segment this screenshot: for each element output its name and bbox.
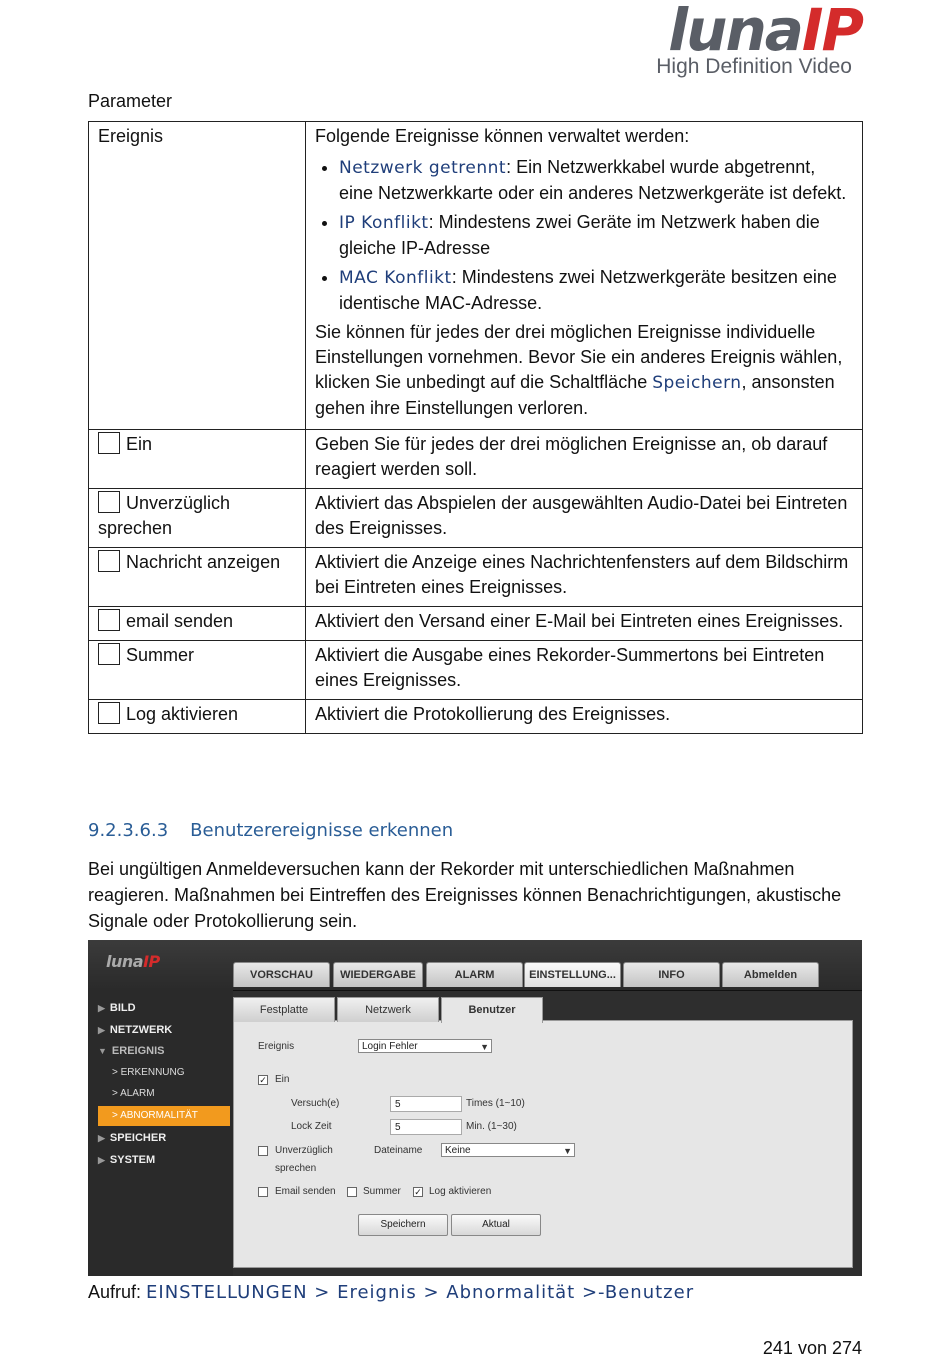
- logo-wordmark: lunaIP: [668, 0, 862, 64]
- table-row: [89, 548, 863, 607]
- row-desc: Aktiviert die Protokollierung des Ereignisses.: [306, 700, 863, 734]
- log-label: Log aktivieren: [429, 1186, 492, 1197]
- table-cell-desc: [306, 122, 863, 430]
- checkbox-icon: [98, 432, 120, 454]
- table-row: [89, 641, 863, 700]
- parameter-table: [88, 121, 863, 734]
- list-item: [339, 155, 853, 206]
- parameter-heading: Parameter: [88, 91, 173, 111]
- sidebar-item-system[interactable]: [98, 1154, 155, 1166]
- dateiname-select-value: Keine: [445, 1145, 471, 1156]
- versuch-input[interactable]: 5: [390, 1096, 462, 1112]
- caption-prefix: Aufruf:: [88, 1282, 147, 1302]
- save-button[interactable]: Speichern: [358, 1214, 448, 1236]
- sidebar-item-netzwerk[interactable]: [98, 1024, 172, 1036]
- ereignis-label: Ereignis: [98, 126, 164, 146]
- section-number: 9.2.3.6.3: [88, 820, 169, 841]
- versuch-label: Versuch(e): [291, 1098, 340, 1109]
- event-name: MAC Konflikt: [339, 268, 452, 288]
- tab-einstellung[interactable]: EINSTELLUNG...: [524, 962, 621, 987]
- table-row: [89, 430, 863, 489]
- sidebar-item-label: ABNORMALITÄT: [120, 1110, 198, 1121]
- table-cell-label: [89, 700, 306, 734]
- screenshot-logo: lunaIP: [106, 952, 160, 971]
- table-row: [89, 122, 863, 430]
- summer-checkbox[interactable]: [347, 1187, 357, 1197]
- sidebar-item-label: ALARM: [120, 1088, 155, 1099]
- caption: [88, 1282, 694, 1303]
- row-label: Nachricht anzeigen: [126, 552, 281, 572]
- logo-tagline: High Definition Video: [656, 55, 852, 78]
- tab-wiedergabe[interactable]: WIEDERGABE: [333, 962, 423, 987]
- table-cell-label: [89, 607, 306, 641]
- sidebar-item-label: NETZWERK: [109, 1024, 173, 1036]
- sprechen-label: Unverzüglich: [275, 1145, 333, 1156]
- row-desc: Aktiviert den Versand einer E-Mail bei Eintreten eines Ereignisses.: [306, 607, 863, 641]
- lockzeit-input[interactable]: 5: [390, 1119, 462, 1135]
- ereignis-select-value: Login Fehler: [362, 1041, 418, 1052]
- outro-text: Sie können für jedes der drei möglichen Ereignisse individuelle Einstellungen vornehmen. Bevor Sie ein anderes Ereignis wählen, klicken Sie unbedingt auf die Schaltfläche: [315, 322, 843, 392]
- row-label: Ein: [126, 434, 153, 454]
- intro-paragraph: Bei ungültigen Anmeldeversuchen kann der Rekorder mit unterschiedlichen Maßnahmen reagieren. Maßnahmen bei Eintreffen des Ereignisses können Benachrichtigungen, akustische Signale oder Protokollierung sein.: [88, 859, 842, 931]
- log-checkbox[interactable]: ✓: [414, 1187, 422, 1197]
- sidebar-item-speicher[interactable]: [98, 1132, 166, 1144]
- table-row: [89, 700, 863, 734]
- table-cell-label: [89, 430, 306, 489]
- ereignis-label: Ereignis: [258, 1041, 295, 1052]
- chevron-right-icon: ▶: [98, 1003, 105, 1013]
- dateiname-label: Dateiname: [374, 1145, 423, 1156]
- dateiname-select[interactable]: [441, 1143, 575, 1157]
- tab-vorschau[interactable]: VORSCHAU: [233, 962, 330, 987]
- chevron-down-icon: ▼: [563, 1146, 572, 1156]
- row-desc: Aktiviert das Abspielen der ausgewählten Audio-Datei bei Eintreten des Ereignisses.: [306, 489, 863, 548]
- row-label: email senden: [126, 611, 234, 631]
- row-desc: Aktiviert die Ausgabe eines Rekorder-Summertons bei Eintreten eines Ereignisses.: [306, 641, 863, 700]
- sprechen-checkbox[interactable]: [258, 1146, 268, 1156]
- tab-alarm[interactable]: ALARM: [426, 962, 523, 987]
- row-label: Summer: [126, 645, 195, 665]
- table-row: [89, 489, 863, 548]
- event-desc: : Ein Netzwerkkabel wurde abgetrennt, eine Netzwerkkarte oder ein anderes Netzwerkgeräte ist defekt.: [339, 157, 847, 203]
- event-name: IP Konflikt: [339, 213, 429, 233]
- chevron-right-icon: >: [112, 1067, 121, 1078]
- sidebar-item-label: SYSTEM: [109, 1154, 156, 1166]
- chevron-right-icon: ▶: [98, 1155, 105, 1165]
- sprechen-label-line2: sprechen: [275, 1163, 317, 1174]
- caption-path: EINSTELLUNGEN > Ereignis > Abnormalität >-Benutzer: [146, 1282, 695, 1303]
- table-cell-label: [89, 489, 306, 548]
- chevron-right-icon: ▶: [98, 1025, 105, 1035]
- checkbox-icon: [98, 643, 120, 665]
- subtab-benutzer[interactable]: Benutzer: [441, 997, 543, 1023]
- tab-abmelden[interactable]: Abmelden: [722, 962, 819, 987]
- checkbox-icon: [98, 702, 120, 724]
- section-heading: [88, 820, 453, 841]
- table-cell-label: [89, 548, 306, 607]
- subtab-festplatte[interactable]: Festplatte: [233, 997, 335, 1022]
- ereignis-select[interactable]: [358, 1039, 492, 1053]
- settings-screenshot: [88, 940, 862, 1276]
- speichern-reference: Speichern: [652, 373, 742, 393]
- ein-label: Ein: [275, 1074, 290, 1085]
- chevron-right-icon: ▶: [98, 1133, 105, 1143]
- row-desc: Geben Sie für jedes der drei möglichen Ereignisse an, ob darauf reagiert werden soll.: [306, 430, 863, 489]
- sidebar-item-label: EREIGNIS: [111, 1045, 165, 1057]
- refresh-button[interactable]: Aktual: [451, 1214, 541, 1236]
- page-number: 241 von 274: [762, 1338, 862, 1358]
- versuch-hint: Times (1~10): [466, 1098, 525, 1109]
- chevron-right-icon: >: [112, 1088, 121, 1099]
- section-title: Benutzerereignisse erkennen: [190, 820, 454, 841]
- tab-info[interactable]: INFO: [623, 962, 720, 987]
- email-checkbox[interactable]: [258, 1187, 268, 1197]
- chevron-down-icon: ▼: [98, 1046, 107, 1056]
- sidebar-item-ereignis[interactable]: [98, 1045, 165, 1057]
- email-label: Email senden: [275, 1186, 336, 1197]
- row-desc: Aktiviert die Anzeige eines Nachrichtenfensters auf dem Bildschirm bei Eintreten eines Ereignisses.: [306, 548, 863, 607]
- sidebar-subitem-abnormalitaet[interactable]: [98, 1106, 230, 1126]
- checkbox-icon: [98, 550, 120, 572]
- list-item: [339, 210, 853, 261]
- outro-tail: , ansonsten gehen ihre Einstellungen verloren.: [315, 372, 835, 418]
- event-desc: : Mindestens zwei Geräte im Netzwerk haben die gleiche IP-Adresse: [339, 212, 820, 258]
- summer-label: Summer: [363, 1186, 401, 1197]
- table-row: [89, 607, 863, 641]
- lockzeit-label: Lock Zeit: [291, 1121, 332, 1132]
- event-name: Netzwerk getrennt: [339, 158, 507, 178]
- lockzeit-hint: Min. (1~30): [466, 1121, 517, 1132]
- ein-checkbox[interactable]: ✓: [259, 1075, 267, 1085]
- event-list: [315, 155, 853, 316]
- sidebar-item-label: SPEICHER: [109, 1132, 167, 1144]
- subtab-netzwerk[interactable]: Netzwerk: [337, 997, 439, 1022]
- table-cell-label: [89, 122, 306, 430]
- lunaip-logo: [600, 2, 862, 82]
- sidebar-item-bild[interactable]: [98, 1002, 136, 1014]
- chevron-down-icon: ▼: [480, 1042, 489, 1052]
- events-outro: [315, 320, 853, 421]
- checkbox-icon: [98, 491, 120, 513]
- row-label: Unverzüglich sprechen: [98, 493, 231, 538]
- sidebar-subitem-erkennung[interactable]: [112, 1067, 185, 1078]
- events-intro: Folgende Ereignisse können verwaltet werden:: [315, 126, 690, 146]
- table-cell-label: [89, 641, 306, 700]
- sidebar-subitem-alarm[interactable]: [112, 1088, 155, 1099]
- checkbox-icon: [98, 609, 120, 631]
- row-label: Log aktivieren: [126, 704, 239, 724]
- event-desc: : Mindestens zwei Netzwerkgeräte besitzen eine identische MAC-Adresse.: [339, 267, 837, 313]
- chevron-right-icon: >: [112, 1110, 121, 1121]
- sidebar-item-label: BILD: [109, 1002, 136, 1014]
- list-item: [339, 265, 853, 316]
- sidebar-item-label: ERKENNUNG: [120, 1067, 185, 1078]
